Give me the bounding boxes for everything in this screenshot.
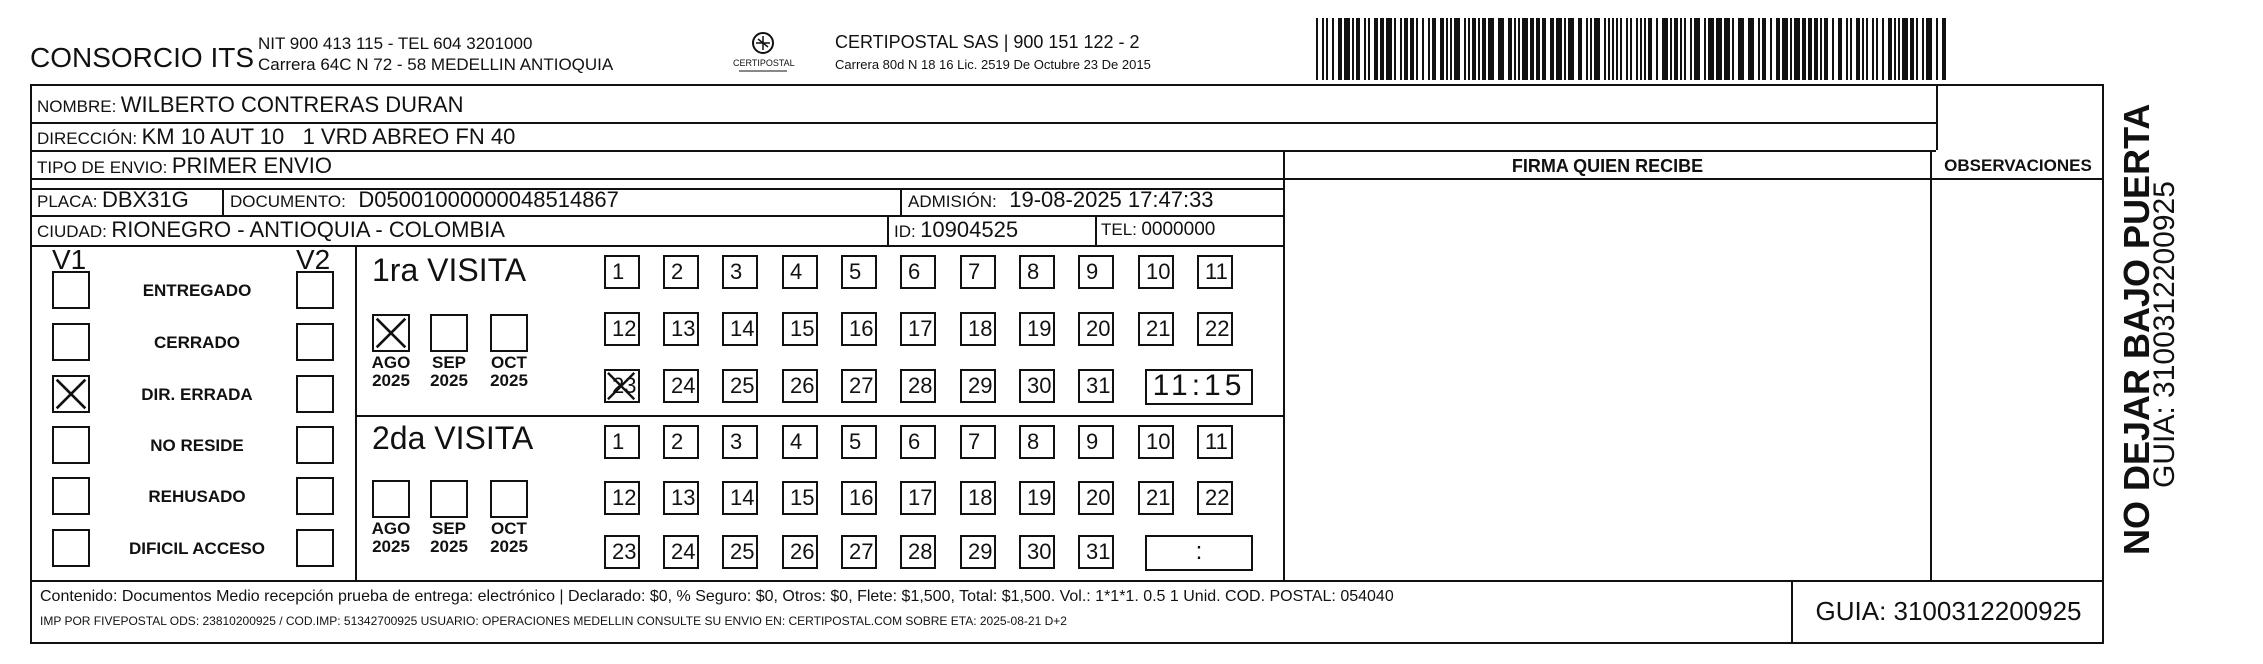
day-box[interactable]: 25	[722, 535, 758, 569]
month-checkbox[interactable]	[430, 314, 468, 352]
day-box[interactable]: 28	[900, 369, 936, 403]
day-box[interactable]: 30	[1019, 369, 1055, 403]
company-address: Carrera 64C N 72 - 58 MEDELLIN ANTIOQUIA	[258, 55, 614, 74]
v1-checkbox[interactable]	[52, 477, 90, 515]
day-box[interactable]: 6	[900, 425, 936, 459]
day-box[interactable]: 21	[1138, 481, 1174, 515]
id-label: ID:	[894, 222, 916, 241]
month-checkbox[interactable]	[490, 314, 528, 352]
logo-text: CERTIPOSTAL	[733, 58, 795, 68]
tel-label: TEL:	[1101, 220, 1137, 239]
day-box[interactable]: 26	[782, 369, 818, 403]
month-name: AGO	[371, 353, 411, 372]
day-box[interactable]: 7	[960, 255, 996, 289]
month-checkbox[interactable]	[430, 480, 468, 518]
placa-label: PLACA:	[37, 192, 98, 211]
day-box[interactable]: 31	[1078, 535, 1114, 569]
day-box[interactable]: 4	[782, 255, 818, 289]
day-box[interactable]: 16	[841, 312, 877, 346]
direccion-row	[37, 124, 515, 150]
side-warning: NO DEJAR BAJO PUERTA	[2116, 103, 2157, 555]
certipostal-address: Carrera 80d N 18 16 Lic. 2519 De Octubre 23 De 2015	[835, 57, 1151, 72]
ciudad-value: RIONEGRO - ANTIOQUIA - COLOMBIA	[111, 217, 505, 242]
day-box[interactable]: 12	[604, 481, 640, 515]
documento-label: DOCUMENTO:	[230, 192, 346, 211]
v2-checkbox[interactable]	[296, 477, 334, 515]
month-name: SEP	[431, 519, 467, 538]
day-box[interactable]: 23	[604, 535, 640, 569]
id-value: 10904525	[920, 217, 1019, 242]
status-label: DIR. ERRADA	[141, 385, 253, 404]
day-box[interactable]: 11	[1197, 255, 1233, 289]
v1-checkbox[interactable]	[52, 426, 90, 464]
day-box[interactable]: 6	[900, 255, 936, 289]
month-label	[421, 520, 477, 556]
side-guia: GUIA: 3100312200925	[2148, 181, 2181, 488]
day-box[interactable]: 30	[1019, 535, 1055, 569]
month-label	[481, 354, 537, 390]
day-box[interactable]: 20	[1078, 312, 1114, 346]
month-year: 2025	[430, 537, 468, 556]
v2-checkbox[interactable]	[296, 529, 334, 567]
month-label	[363, 520, 419, 556]
day-box[interactable]: 3	[722, 425, 758, 459]
v2-checkbox[interactable]	[296, 426, 334, 464]
status-label: CERRADO	[154, 333, 240, 352]
day-box[interactable]: 9	[1078, 255, 1114, 289]
month-year: 2025	[372, 537, 410, 556]
month-year: 2025	[372, 371, 410, 390]
day-box[interactable]: 17	[900, 481, 936, 515]
day-box[interactable]: 2	[663, 425, 699, 459]
ciudad-label: CIUDAD:	[37, 222, 107, 241]
v2-checkbox[interactable]	[296, 323, 334, 361]
company-nit: NIT 900 413 115 - TEL 604 3201000	[258, 34, 533, 53]
month-name: OCT	[491, 353, 527, 372]
time-box[interactable]: :	[1145, 535, 1253, 571]
id-cell	[894, 217, 1018, 243]
day-box[interactable]: 2	[663, 255, 699, 289]
day-box[interactable]: 26	[782, 535, 818, 569]
day-box[interactable]: 18	[960, 312, 996, 346]
placa-cell	[37, 187, 189, 213]
day-box[interactable]: 19	[1019, 481, 1055, 515]
day-box[interactable]: 28	[900, 535, 936, 569]
v1-checkbox[interactable]	[52, 323, 90, 361]
nombre-row	[37, 92, 463, 118]
day-box[interactable]: 18	[960, 481, 996, 515]
footer-guia: GUIA: 3100312200925	[1815, 596, 2082, 626]
month-year: 2025	[490, 371, 528, 390]
month-label	[481, 520, 537, 556]
company-name: CONSORCIO ITS	[30, 42, 255, 73]
day-box[interactable]: 11	[1197, 425, 1233, 459]
day-box[interactable]: 15	[782, 312, 818, 346]
v1-checkbox[interactable]	[52, 271, 90, 309]
day-box[interactable]: 7	[960, 425, 996, 459]
day-box[interactable]: 1	[604, 425, 640, 459]
admision-label: ADMISIÓN:	[908, 192, 997, 211]
month-year: 2025	[490, 537, 528, 556]
direccion-value: KM 10 AUT 10 1 VRD ABREO FN 40	[141, 124, 516, 149]
day-box[interactable]: 9	[1078, 425, 1114, 459]
month-name: SEP	[431, 353, 467, 372]
v1-checkbox[interactable]	[52, 375, 90, 413]
admision-value: 19-08-2025 17:47:33	[1009, 187, 1214, 212]
day-box[interactable]: 8	[1019, 255, 1055, 289]
visit1-title: 1ra VISITA	[372, 252, 527, 288]
documento-value: D05001000000048514867	[358, 187, 619, 212]
day-box[interactable]: 25	[722, 369, 758, 403]
observaciones-header: OBSERVACIONES	[1944, 156, 2092, 175]
day-box[interactable]: 20	[1078, 481, 1114, 515]
day-box[interactable]: 14	[722, 481, 758, 515]
day-check-mark	[606, 371, 638, 401]
month-label	[421, 354, 477, 390]
direccion-label: DIRECCIÓN:	[37, 129, 138, 148]
month-year: 2025	[430, 371, 468, 390]
status-label: NO RESIDE	[150, 436, 244, 455]
nombre-value: WILBERTO CONTRERAS DURAN	[120, 92, 464, 117]
status-label: ENTREGADO	[142, 281, 252, 300]
day-box[interactable]: 17	[900, 312, 936, 346]
day-box[interactable]: 19	[1019, 312, 1055, 346]
day-box[interactable]: 16	[841, 481, 877, 515]
month-checkbox[interactable]	[372, 480, 410, 518]
day-box[interactable]: 1	[604, 255, 640, 289]
day-box[interactable]: 10	[1138, 425, 1174, 459]
month-checkbox[interactable]	[372, 314, 410, 352]
day-box[interactable]: 31	[1078, 369, 1114, 403]
tipo-row	[37, 153, 332, 179]
admision-cell	[908, 187, 1214, 213]
tel-cell	[1101, 219, 1215, 241]
day-box[interactable]: 15	[782, 481, 818, 515]
certipostal-line: CERTIPOSTAL SAS | 900 151 122 - 2	[835, 32, 1140, 52]
day-box[interactable]: 13	[663, 312, 699, 346]
day-box[interactable]: 22	[1197, 312, 1233, 346]
day-box[interactable]: 24	[663, 369, 699, 403]
certipostal-logo	[733, 30, 793, 76]
ciudad-cell	[37, 217, 505, 243]
day-box[interactable]: 10	[1138, 255, 1174, 289]
visit2-title: 2da VISITA	[372, 420, 534, 456]
barcode	[1316, 18, 1952, 80]
time-box[interactable]: 11:15	[1145, 369, 1253, 405]
v1-label: V1	[52, 244, 87, 275]
documento-cell	[230, 187, 619, 213]
tel-value: 0000000	[1141, 219, 1216, 240]
day-box[interactable]: 29	[960, 535, 996, 569]
day-box[interactable]: 29	[960, 369, 996, 403]
day-box[interactable]: 21	[1138, 312, 1174, 346]
firma-header: FIRMA QUIEN RECIBE	[1511, 156, 1704, 176]
day-box[interactable]: 22	[1197, 481, 1233, 515]
status-label: REHUSADO	[148, 487, 246, 506]
month-checkbox[interactable]	[490, 480, 528, 518]
tipo-value: PRIMER ENVIO	[171, 153, 332, 178]
v1-checkbox[interactable]	[52, 529, 90, 567]
day-box[interactable]: 8	[1019, 425, 1055, 459]
day-box[interactable]: 5	[841, 255, 877, 289]
day-box[interactable]: 23	[604, 369, 640, 403]
day-box[interactable]: 12	[604, 312, 640, 346]
day-box[interactable]: 4	[782, 425, 818, 459]
footer-contenido: Contenido: Documentos Medio recepción prueba de entrega: electrónico | Declarado: $0, % Seguro: $0, Otros: $0, Flete: $1,500, Total: $1,500. Vol.: 1*1*1. 0.5 1 Unid. COD. POSTAL: 054040	[40, 588, 1394, 605]
placa-value: DBX31G	[101, 187, 189, 212]
day-box[interactable]: 14	[722, 312, 758, 346]
day-box[interactable]: 13	[663, 481, 699, 515]
month-name: AGO	[371, 519, 411, 538]
day-box[interactable]: 27	[841, 369, 877, 403]
v2-label: V2	[296, 244, 331, 275]
v2-checkbox[interactable]	[296, 271, 334, 309]
month-name: OCT	[491, 519, 527, 538]
month-label	[363, 354, 419, 390]
v2-checkbox[interactable]	[296, 375, 334, 413]
nombre-label: NOMBRE:	[37, 97, 117, 116]
day-box[interactable]: 24	[663, 535, 699, 569]
day-box[interactable]: 3	[722, 255, 758, 289]
status-label: DIFICIL ACCESO	[128, 539, 265, 558]
day-box[interactable]: 27	[841, 535, 877, 569]
tipo-label: TIPO DE ENVIO:	[37, 158, 168, 177]
day-box[interactable]: 5	[841, 425, 877, 459]
footer-imp: IMP POR FIVEPOSTAL ODS: 23810200925 / COD.IMP: 51342700925 USUARIO: OPERACIONES MEDELLIN CONSULTE SU ENVIO EN: CERTIPOSTAL.COM SOBRE ETA: 2025-08-21 D+2	[40, 614, 1067, 628]
